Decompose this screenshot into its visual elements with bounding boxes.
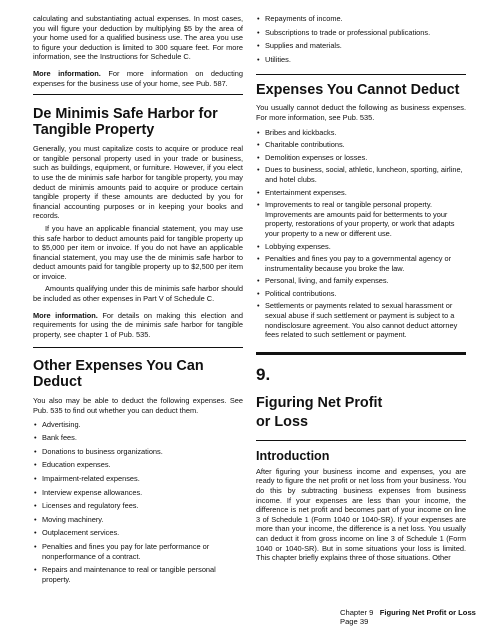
de-minimis-more-label: More information.	[33, 310, 98, 320]
bullet-icon: •	[257, 140, 260, 150]
home-office-paragraph: calculating and substantiating actual expenses. In most cases, you will figure your deduction by multiplying $5 by the area of your home used for a qualified business use. The area you use to figure your deduction is limited to 300 square feet. For more information, see the Instructions for Schedule C.	[33, 14, 243, 62]
bullet-icon: •	[34, 433, 37, 443]
cannot-deduct-list	[256, 128, 466, 340]
chapter-title-line-2: or Loss	[256, 413, 308, 430]
bullet-icon: •	[257, 276, 260, 286]
deductible-expenses-list-continued	[256, 14, 466, 64]
more-info-label: More information.	[33, 68, 101, 78]
chapter-divider	[256, 352, 466, 355]
list-item: • Bribes and kickbacks.	[257, 127, 337, 137]
bullet-icon: •	[257, 41, 260, 51]
bullet-icon: •	[257, 165, 260, 175]
bullet-icon: •	[257, 200, 260, 210]
list-item: • Licenses and regulatory fees.	[34, 501, 139, 511]
list-item: • Donations to business organizations.	[34, 446, 163, 456]
chapter-title-line-1: Figuring Net Profit	[256, 394, 383, 411]
bullet-icon: •	[34, 419, 37, 429]
page-footer	[340, 608, 494, 626]
list-item: • Entertainment expenses.	[257, 187, 347, 197]
bullet-icon: •	[34, 446, 37, 456]
de-minimis-more-text: For details on making this election and requirements for using the de minimis safe harbor for tangible property, see chapter 1 of Pub. 535.	[33, 310, 243, 339]
de-minimis-paragraph-1: Generally, you must capitalize costs to acquire or produce real or tangible personal property used in your trade or business, such as buildings, equipment, or furniture. However, if you elect to use the de minimis safe harbor for tangible property, you may deduct de minimis amounts paid to acquire or produce certain tangible property if these amounts are deducted by you for financial accounting purposes or in keeping your books and records.	[33, 144, 243, 221]
list-item: • Political contributions.	[257, 288, 337, 298]
bullet-icon: •	[257, 254, 260, 264]
more-info-text: For more information on deducting expenses for the business use of your home, see Pub. 587.	[33, 68, 243, 88]
more-info-paragraph	[33, 69, 243, 88]
list-item: • Bank fees.	[34, 433, 77, 443]
list-item: • Outplacement services.	[34, 528, 120, 538]
list-item: • Education expenses.	[34, 460, 111, 470]
list-item: • Advertising.	[34, 419, 81, 429]
list-item: • Dues to business, social, athletic, luncheon, sporting, airline, and hotel clubs.	[257, 165, 463, 184]
list-item: • Lobbying expenses.	[257, 241, 331, 251]
bullet-icon: •	[34, 565, 37, 575]
list-item: • Penalties and fines you pay to a governmental agency or instrumentality because you broke the law.	[257, 254, 452, 273]
section-divider	[256, 74, 466, 75]
bullet-icon: •	[34, 487, 37, 497]
list-item: • Repayments of income.	[257, 14, 343, 23]
list-item: • Personal, living, and family expenses.	[257, 276, 389, 286]
bullet-icon: •	[257, 27, 260, 37]
section-divider	[33, 94, 243, 95]
bullet-icon: •	[34, 541, 37, 551]
list-item: • Moving machinery.	[34, 514, 104, 524]
right-column	[256, 0, 466, 563]
footer-chapter-label: Chapter 9	[340, 608, 374, 617]
list-item: • Supplies and materials.	[257, 41, 342, 51]
bullet-icon: •	[257, 241, 260, 251]
introduction-paragraph: After figuring your business income and expenses, you are ready to figure the net profit or net loss from your business. You do this by subtracting business expenses from business income. If your expenses are less than your income, the difference is net profit and becomes part of your income on line 3 of Schedule 1 (Form 1040 or 1040-SR). If your expenses are more than your income, the difference is a net loss. You usually can deduct it from gross income on line 3 of Schedule 1 (Form 1040 or 1040-SR). But in some situations your loss is limited. This chapter briefly explains three of those situations. Other	[256, 466, 466, 563]
bullet-icon: •	[257, 127, 260, 137]
section-divider	[33, 347, 243, 348]
bullet-icon: •	[257, 152, 260, 162]
bullet-icon: •	[34, 514, 37, 524]
other-expenses-list	[33, 420, 243, 585]
list-item: • Utilities.	[257, 54, 291, 64]
list-item: • Settlements or payments related to sexual harassment or sexual abuse if such settlement or payment is subject to a nondisclosure agreement. You also cannot deduct attorney fees related to such settlement or payment.	[257, 301, 458, 340]
chapter-number: 9.	[256, 364, 271, 384]
left-column	[33, 0, 243, 584]
bullet-icon: •	[257, 54, 260, 64]
bullet-icon: •	[34, 474, 37, 483]
list-item: • Demolition expenses or losses.	[257, 152, 368, 162]
de-minimis-paragraph-3: Amounts qualifying under this de minimis safe harbor should be included as other expenses in Part V of Schedule C.	[33, 284, 243, 304]
cannot-deduct-intro: You usually cannot deduct the following as business expenses. For more information, see Pub. 535.	[256, 103, 466, 122]
list-item: • Repairs and maintenance to real or tangible personal property.	[34, 565, 216, 584]
list-item: • Impairment-related expenses.	[34, 474, 140, 483]
list-item: • Improvements to real or tangible personal property. Improvements are amounts paid for betterments to your property, restorations of your property, or work that adapts your property to a new or different use.	[257, 200, 455, 238]
list-item: • Interview expense allowances.	[34, 487, 143, 497]
bullet-icon: •	[257, 301, 260, 311]
list-item: • Charitable contributions.	[257, 140, 345, 150]
de-minimis-heading: De Minimis Safe Harbor for Tangible Property	[33, 106, 218, 139]
other-expenses-heading: Other Expenses You Can Deduct	[33, 358, 204, 391]
footer-page-number: Page 39	[340, 617, 369, 626]
de-minimis-paragraph-2: If you have an applicable financial statement, you may use this safe harbor to deduct amounts paid for tangible property up to $5,000 per item or invoice. If you do not have an applicable financial statement, you may use the de minimis safe harbor to deduct amounts paid for tangible property up to $2,500 per item or invoice.	[33, 223, 243, 281]
bullet-icon: •	[34, 501, 37, 511]
cannot-deduct-heading: Expenses You Cannot Deduct	[256, 82, 460, 99]
introduction-heading: Introduction	[256, 448, 330, 463]
list-item: • Subscriptions to trade or professional publications.	[257, 27, 431, 37]
list-item: • Penalties and fines you pay for late performance or nonperformance of a contract.	[34, 541, 210, 561]
section-divider	[256, 440, 466, 441]
footer-chapter-name: Figuring Net Profit or Loss	[379, 608, 476, 617]
bullet-icon: •	[257, 14, 260, 23]
other-expenses-intro: You also may be able to deduct the following expenses. See Pub. 535 to find out whether you can deduct them.	[33, 396, 243, 416]
bullet-icon: •	[34, 528, 37, 538]
de-minimis-more-info	[33, 311, 243, 340]
bullet-icon: •	[34, 460, 37, 470]
bullet-icon: •	[257, 288, 260, 298]
bullet-icon: •	[257, 187, 260, 197]
